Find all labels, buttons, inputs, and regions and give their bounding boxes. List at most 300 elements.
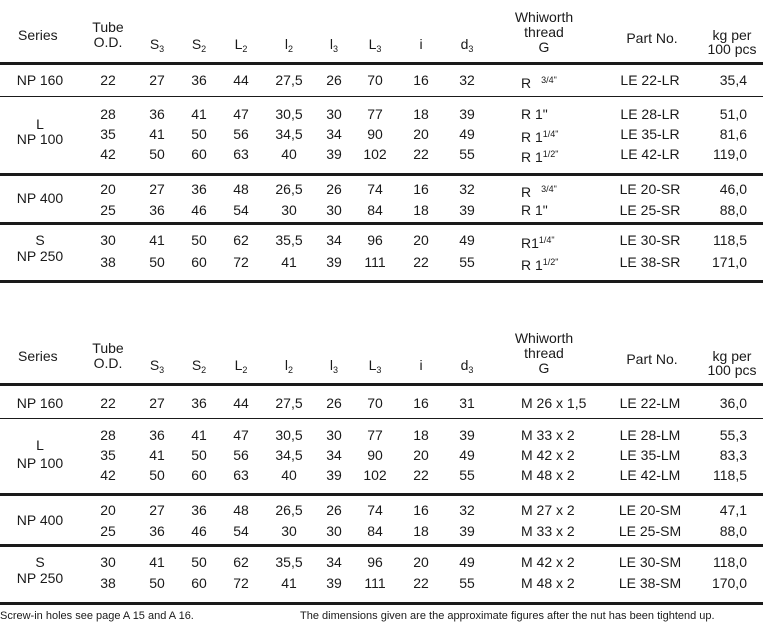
table1-header-l3 [330, 37, 338, 57]
L2-cell: 72 [233, 575, 249, 591]
l3-cell: 26 [326, 502, 342, 518]
i-cell: 18 [413, 202, 429, 218]
l2-cell: 41 [281, 254, 297, 270]
table2-header-l3-subscript: 3 [333, 365, 339, 375]
d3-cell: 39 [459, 202, 475, 218]
table-rule [0, 222, 763, 225]
table-rule [0, 280, 763, 283]
d3-cell: 39 [459, 523, 475, 539]
s3-cell: 27 [149, 502, 165, 518]
part-cell: LE 30-SM [618, 554, 682, 570]
table2-header-series: Series [18, 348, 58, 364]
table2-header-s2-symbol: S [191, 357, 202, 373]
kg-cell: 55,3 [719, 427, 747, 443]
L2-cell: 63 [233, 146, 249, 162]
thread-cell [521, 106, 548, 122]
table2-header-l2 [285, 358, 293, 378]
i-cell: 18 [413, 106, 429, 122]
table2-header-d3-symbol: d [460, 357, 469, 373]
series-label: NP 100 [16, 131, 64, 147]
table2-header-L3-symbol: L [368, 357, 377, 373]
l3-cell: 30 [326, 202, 342, 218]
series-label: S [35, 232, 45, 248]
s2-cell: 46 [191, 523, 207, 539]
s3-cell: 27 [149, 181, 165, 197]
part-cell: LE 28-LM [619, 427, 681, 443]
i-cell: 16 [413, 502, 429, 518]
l2-cell: 26,5 [275, 181, 303, 197]
i-cell: 22 [413, 146, 429, 162]
s2-cell: 36 [191, 72, 207, 88]
d3-cell: 31 [459, 395, 475, 411]
s2-cell: 50 [191, 126, 207, 142]
table1-header-tube: Tube [92, 19, 124, 35]
table1-header-s3 [150, 37, 164, 57]
L3-cell: 111 [364, 575, 386, 591]
l3-cell: 26 [326, 72, 342, 88]
od-cell: 20 [100, 502, 116, 518]
thread-value: R [521, 184, 532, 200]
table1-header-thread-1: Whiworth [514, 9, 574, 25]
s2-cell: 60 [191, 146, 207, 162]
part-cell: LE 38-SR [619, 254, 681, 270]
s3-cell: 50 [149, 575, 165, 591]
od-cell: 25 [100, 523, 116, 539]
table-rule [0, 602, 763, 605]
s3-cell: 50 [149, 467, 165, 483]
s3-cell: 27 [149, 395, 165, 411]
L3-cell: 84 [367, 523, 383, 539]
table1-header-s2-symbol: S [191, 36, 202, 52]
table2-header-l2-symbol: l [284, 357, 289, 373]
thread-value: R 1" [521, 106, 548, 122]
table1-header-kg-per: kg per [712, 27, 752, 43]
s2-cell: 50 [191, 447, 207, 463]
od-cell: 35 [100, 447, 116, 463]
l3-cell: 39 [326, 254, 342, 270]
thread-fraction: 1/4" [542, 129, 559, 139]
L2-cell: 47 [233, 427, 249, 443]
table2-header-od: O.D. [93, 355, 123, 371]
table1-header-100-pcs: 100 pcs [707, 41, 757, 57]
s3-cell: 41 [149, 232, 165, 248]
table2-header-kg-per: kg per [712, 348, 752, 364]
table2-header-s2 [192, 358, 206, 378]
table2-header-L3-subscript: 3 [376, 365, 382, 375]
series-label: NP 160 [16, 395, 64, 411]
table1-header-s3-symbol: S [149, 36, 160, 52]
od-cell: 38 [100, 254, 116, 270]
part-cell: LE 22-LM [619, 395, 681, 411]
kg-cell: 47,1 [719, 502, 747, 518]
od-cell: 25 [100, 202, 116, 218]
l3-cell: 34 [326, 126, 342, 142]
l2-cell: 30 [281, 202, 297, 218]
kg-cell: 88,0 [719, 523, 747, 539]
kg-cell: 118,0 [713, 554, 747, 570]
table1-header-i: i [419, 36, 423, 52]
s3-cell: 50 [149, 254, 165, 270]
l2-cell: 40 [281, 146, 297, 162]
thread-cell [521, 72, 557, 91]
L2-cell: 44 [233, 72, 249, 88]
L2-cell: 44 [233, 395, 249, 411]
i-cell: 20 [413, 232, 429, 248]
thread-fraction: 3/4" [541, 75, 557, 85]
table1-header-l2-subscript: 2 [288, 44, 294, 54]
kg-cell: 51,0 [719, 106, 747, 122]
thread-value: R 1 [521, 257, 543, 273]
L2-cell: 47 [233, 106, 249, 122]
od-cell: 42 [100, 146, 116, 162]
table2-header-d3 [461, 358, 474, 378]
l2-cell: 30,5 [275, 106, 303, 122]
i-cell: 20 [413, 126, 429, 142]
od-cell: 28 [100, 106, 116, 122]
od-cell: 30 [100, 232, 116, 248]
part-cell: LE 30-SR [619, 232, 681, 248]
L2-cell: 72 [233, 254, 249, 270]
table2-header-s3-symbol: S [149, 357, 160, 373]
series-label: S [35, 554, 45, 570]
L2-cell: 48 [233, 502, 249, 518]
L3-cell: 77 [367, 106, 383, 122]
s2-cell: 60 [191, 575, 207, 591]
table2-header-L2 [235, 358, 248, 378]
kg-cell: 119,0 [713, 146, 747, 162]
table1-header-od: O.D. [93, 34, 123, 50]
l3-cell: 26 [326, 395, 342, 411]
i-cell: 16 [413, 72, 429, 88]
thread-value: M 42 x 2 [521, 554, 575, 570]
L3-cell: 74 [367, 502, 383, 518]
thread-value: R1 [521, 235, 539, 251]
l2-cell: 40 [281, 467, 297, 483]
od-cell: 22 [100, 72, 116, 88]
s3-cell: 41 [149, 126, 165, 142]
d3-cell: 32 [459, 181, 475, 197]
table1-header-d3 [461, 37, 474, 57]
part-cell: LE 35-LM [619, 447, 681, 463]
group-divider [0, 418, 763, 419]
part-cell: LE 25-SR [619, 202, 681, 218]
table2-header-L2-subscript: 2 [242, 365, 248, 375]
d3-cell: 55 [459, 467, 475, 483]
thread-cell [521, 447, 575, 463]
l3-cell: 30 [326, 523, 342, 539]
part-cell: LE 22-LR [620, 72, 680, 88]
series-label: NP 160 [16, 72, 64, 88]
l2-cell: 34,5 [275, 126, 303, 142]
thread-cell [521, 575, 575, 591]
d3-cell: 32 [459, 72, 475, 88]
s3-cell: 36 [149, 106, 165, 122]
table-rule [0, 383, 763, 386]
table1-header-part-no: Part No. [626, 30, 678, 46]
table1-header-thread-2: thread [524, 24, 564, 40]
L3-cell: 102 [363, 146, 387, 162]
thread-cell [521, 395, 586, 411]
thread-cell [521, 554, 575, 570]
d3-cell: 39 [459, 427, 475, 443]
s2-cell: 50 [191, 554, 207, 570]
kg-cell: 46,0 [719, 181, 747, 197]
l2-cell: 30 [281, 523, 297, 539]
i-cell: 16 [413, 395, 429, 411]
s2-cell: 36 [191, 502, 207, 518]
kg-cell: 118,5 [713, 467, 747, 483]
s3-cell: 41 [149, 554, 165, 570]
l3-cell: 39 [326, 146, 342, 162]
thread-value: M 42 x 2 [521, 447, 575, 463]
thread-fraction: 1/2" [542, 257, 559, 267]
s2-cell: 50 [191, 232, 207, 248]
table2-header-l2-subscript: 2 [288, 365, 294, 375]
thread-fraction: 1/2" [542, 149, 559, 159]
i-cell: 16 [413, 181, 429, 197]
s3-cell: 50 [149, 146, 165, 162]
L2-cell: 62 [233, 232, 249, 248]
s3-cell: 41 [149, 447, 165, 463]
l2-cell: 27,5 [275, 72, 303, 88]
thread-cell [521, 146, 559, 165]
table2-header-s2-subscript: 2 [201, 365, 207, 375]
table1-header-L3 [369, 37, 382, 57]
s2-cell: 60 [191, 254, 207, 270]
d3-cell: 55 [459, 146, 475, 162]
kg-cell: 36,0 [719, 395, 747, 411]
s2-cell: 46 [191, 202, 207, 218]
l2-cell: 34,5 [275, 447, 303, 463]
L3-cell: 90 [367, 447, 383, 463]
table1-header-L2-subscript: 2 [242, 44, 248, 54]
l3-cell: 30 [326, 106, 342, 122]
l3-cell: 30 [326, 427, 342, 443]
i-cell: 20 [413, 447, 429, 463]
od-cell: 42 [100, 467, 116, 483]
thread-value: M 33 x 2 [521, 427, 575, 443]
thread-cell [521, 232, 555, 251]
thread-cell [521, 502, 575, 518]
table1-header-l3-symbol: l [329, 36, 334, 52]
L2-cell: 62 [233, 554, 249, 570]
table-rule [0, 173, 763, 176]
table1-header-L2-symbol: L [234, 36, 243, 52]
thread-cell [521, 126, 559, 145]
kg-cell: 35,4 [719, 72, 747, 88]
d3-cell: 49 [459, 554, 475, 570]
series-label: NP 400 [16, 190, 64, 206]
series-label: L [36, 437, 44, 453]
thread-value: R 1" [521, 202, 548, 218]
od-cell: 38 [100, 575, 116, 591]
L3-cell: 96 [367, 232, 383, 248]
table1-header-d3-symbol: d [460, 36, 469, 52]
table-rule [0, 493, 763, 496]
part-cell: LE 38-SM [618, 575, 682, 591]
i-cell: 22 [413, 467, 429, 483]
table2-header-L3 [369, 358, 382, 378]
i-cell: 22 [413, 254, 429, 270]
thread-value: M 48 x 2 [521, 575, 575, 591]
L3-cell: 70 [367, 72, 383, 88]
part-cell: LE 20-SR [619, 181, 681, 197]
thread-value: M 33 x 2 [521, 523, 575, 539]
footer-note-right: The dimensions given are the approximate figures after the nut has been tightend up. [300, 610, 715, 622]
table1-header-L3-symbol: L [368, 36, 377, 52]
od-cell: 20 [100, 181, 116, 197]
table2-header-part-no: Part No. [626, 351, 678, 367]
l2-cell: 35,5 [275, 554, 303, 570]
thread-value: R [521, 75, 532, 91]
table1-header-s3-subscript: 3 [159, 44, 165, 54]
table1-header-l2-symbol: l [284, 36, 289, 52]
s3-cell: 36 [149, 523, 165, 539]
L3-cell: 96 [367, 554, 383, 570]
table1-header-l2 [285, 37, 293, 57]
table1-header-s2-subscript: 2 [201, 44, 207, 54]
od-cell: 30 [100, 554, 116, 570]
kg-cell: 118,5 [713, 232, 747, 248]
table2-header-thread-3: G [538, 360, 550, 376]
kg-cell: 83,3 [719, 447, 747, 463]
table-rule [0, 544, 763, 547]
thread-cell [521, 254, 559, 273]
thread-cell [521, 202, 548, 218]
L3-cell: 74 [367, 181, 383, 197]
s2-cell: 60 [191, 467, 207, 483]
l3-cell: 39 [326, 575, 342, 591]
s2-cell: 36 [191, 181, 207, 197]
d3-cell: 32 [459, 502, 475, 518]
table1-header-l3-subscript: 3 [333, 44, 339, 54]
thread-fraction: 3/4" [541, 184, 557, 194]
footer-note-left: Screw-in holes see page A 15 and A 16. [0, 610, 194, 622]
L3-cell: 84 [367, 202, 383, 218]
table2-header-thread-2: thread [524, 345, 564, 361]
thread-value: R 1 [521, 129, 543, 145]
series-label: NP 400 [16, 512, 64, 528]
L2-cell: 56 [233, 126, 249, 142]
d3-cell: 49 [459, 232, 475, 248]
part-cell: LE 35-LR [620, 126, 680, 142]
kg-cell: 88,0 [719, 202, 747, 218]
table2-header-i: i [419, 357, 423, 373]
d3-cell: 55 [459, 254, 475, 270]
l2-cell: 41 [281, 575, 297, 591]
part-cell: LE 28-LR [620, 106, 680, 122]
L3-cell: 70 [367, 395, 383, 411]
thread-fraction: 1/4" [538, 235, 555, 245]
series-label: NP 250 [16, 248, 64, 264]
table2-header-L2-symbol: L [234, 357, 243, 373]
part-cell: LE 20-SM [618, 502, 682, 518]
group-divider [0, 96, 763, 97]
table1-header-d3-subscript: 3 [468, 44, 474, 54]
series-label: L [36, 116, 44, 132]
i-cell: 18 [413, 523, 429, 539]
s3-cell: 36 [149, 427, 165, 443]
i-cell: 20 [413, 554, 429, 570]
L2-cell: 56 [233, 447, 249, 463]
table1-header-s2 [192, 37, 206, 57]
thread-value: M 26 x 1,5 [521, 395, 587, 411]
s2-cell: 41 [191, 106, 207, 122]
od-cell: 28 [100, 427, 116, 443]
L3-cell: 90 [367, 126, 383, 142]
table1-header-thread-3: G [538, 39, 550, 55]
part-cell: LE 42-LR [620, 146, 680, 162]
l2-cell: 26,5 [275, 502, 303, 518]
thread-cell [521, 427, 575, 443]
d3-cell: 49 [459, 447, 475, 463]
l2-cell: 27,5 [275, 395, 303, 411]
table2-header-l3 [330, 358, 338, 378]
thread-value: R 1 [521, 149, 543, 165]
s2-cell: 41 [191, 427, 207, 443]
d3-cell: 49 [459, 126, 475, 142]
table2-header-l3-symbol: l [329, 357, 334, 373]
L2-cell: 54 [233, 202, 249, 218]
l2-cell: 30,5 [275, 427, 303, 443]
l3-cell: 34 [326, 232, 342, 248]
od-cell: 22 [100, 395, 116, 411]
l3-cell: 34 [326, 447, 342, 463]
table2-header-d3-subscript: 3 [468, 365, 474, 375]
thread-cell [521, 467, 575, 483]
l3-cell: 34 [326, 554, 342, 570]
i-cell: 18 [413, 427, 429, 443]
table1-header-L3-subscript: 3 [376, 44, 382, 54]
s3-cell: 36 [149, 202, 165, 218]
table2-header-s3 [150, 358, 164, 378]
od-cell: 35 [100, 126, 116, 142]
d3-cell: 39 [459, 106, 475, 122]
L2-cell: 54 [233, 523, 249, 539]
table2-header-s3-subscript: 3 [159, 365, 165, 375]
s2-cell: 36 [191, 395, 207, 411]
kg-cell: 81,6 [719, 126, 747, 142]
table-rule [0, 62, 763, 65]
L2-cell: 63 [233, 467, 249, 483]
i-cell: 22 [413, 575, 429, 591]
thread-cell [521, 181, 557, 200]
L3-cell: 102 [363, 467, 387, 483]
thread-value: M 48 x 2 [521, 467, 575, 483]
table2-header-thread-1: Whiworth [514, 330, 574, 346]
table1-header-series: Series [18, 27, 58, 43]
d3-cell: 55 [459, 575, 475, 591]
kg-cell: 170,0 [711, 575, 747, 591]
L2-cell: 48 [233, 181, 249, 197]
thread-cell [521, 523, 575, 539]
kg-cell: 171,0 [711, 254, 747, 270]
series-label: NP 250 [16, 570, 64, 586]
s3-cell: 27 [149, 72, 165, 88]
thread-value: M 27 x 2 [521, 502, 575, 518]
part-cell: LE 42-LM [619, 467, 681, 483]
table2-header-tube: Tube [92, 340, 124, 356]
l3-cell: 26 [326, 181, 342, 197]
table1-header-L2 [235, 37, 248, 57]
l2-cell: 35,5 [275, 232, 303, 248]
L3-cell: 111 [364, 254, 386, 270]
table2-header-100-pcs: 100 pcs [707, 362, 757, 378]
L3-cell: 77 [367, 427, 383, 443]
l3-cell: 39 [326, 467, 342, 483]
series-label: NP 100 [16, 455, 64, 471]
part-cell: LE 25-SM [618, 523, 682, 539]
